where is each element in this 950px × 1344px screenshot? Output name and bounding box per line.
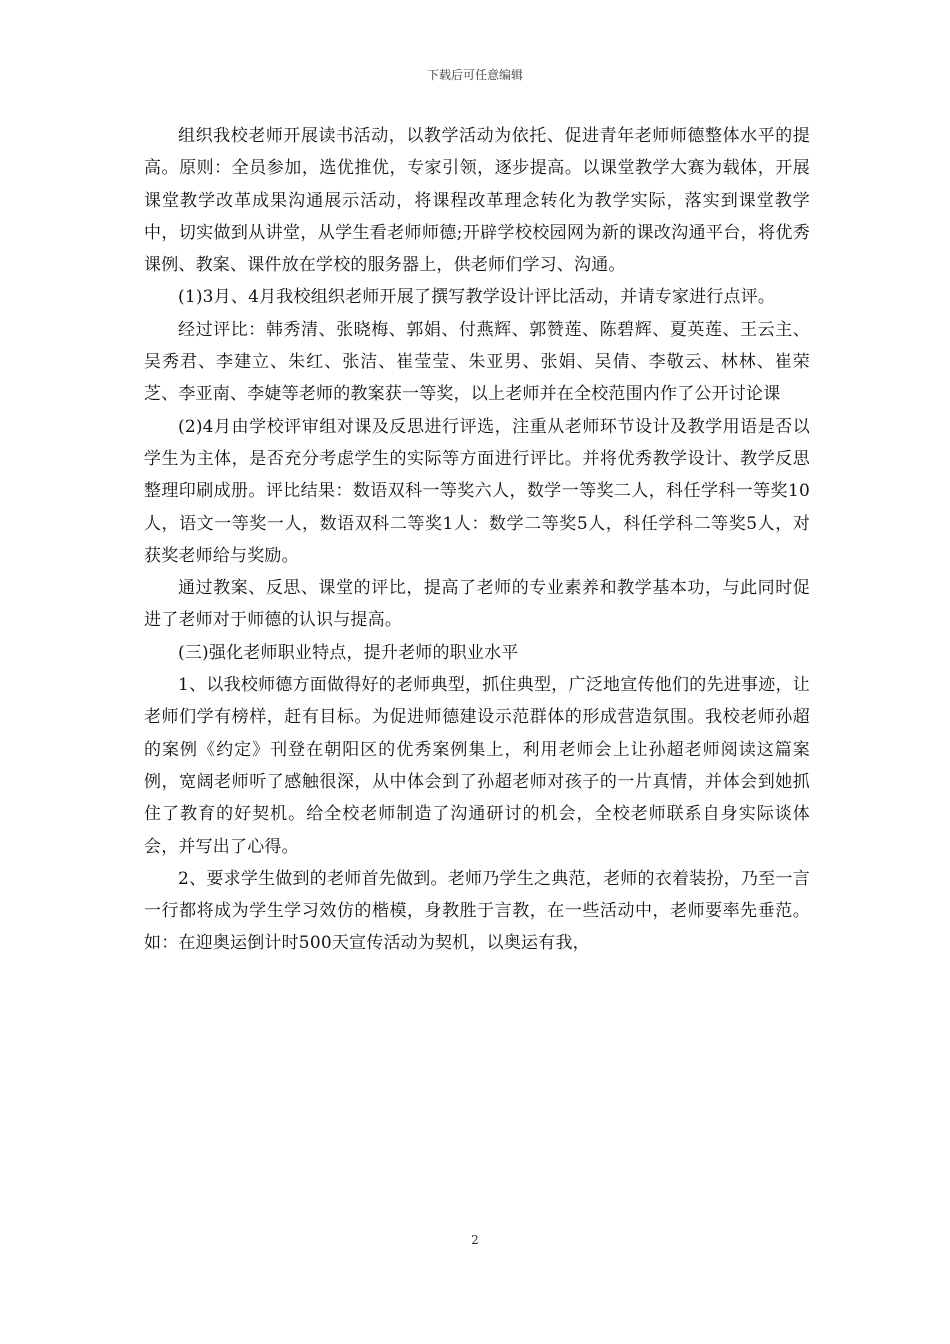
paragraph: 组织我校老师开展读书活动，以教学活动为依托、促进青年老师师德整体水平的提高。原则：全员参加，选优推优，专家引领，逐步提高。以课堂教学大赛为载体，开展课堂教学改革成果沟通展示活动，将课程改革理念转化为教学实际，落实到课堂教学中，切实做到从讲堂，从学生看老师师德;开辟学校校园网为新的课改沟通平台，将优秀课例、教案、课件放在学校的服务器上，供老师们学习、沟通。 [144, 126, 810, 276]
paragraph: 通过教案、反思、课堂的评比，提高了老师的专业素养和教学基本功，与此同时促进了老师对于师德的认识与提高。 [144, 578, 810, 631]
section-heading: (三)强化老师职业特点，提升老师的职业水平 [178, 642, 519, 663]
paragraph: 1、以我校师德方面做得好的老师典型，抓住典型，广泛地宣传他们的先进事迹，让老师们学有榜样，赶有目标。为促进师德建设示范群体的形成营造氛围。我校老师孙超的案例《约定》刊登在朝阳区的优秀案例集上，利用老师会上让孙超老师阅读这篇案例，宽阔老师听了感触很深，从中体会到了孙超老师对孩子的一片真情，并体会到她抓住了教育的好契机。给全校老师制造了沟通研讨的机会，全校老师联系自身实际谈体会，并写出了心得。 [144, 675, 810, 857]
document-body [144, 120, 810, 960]
paragraph: (1)3月、4月我校组织老师开展了撰写教学设计评比活动，并请专家进行点评。 [178, 287, 776, 308]
paragraph: 经过评比：韩秀清、张晓梅、郭娟、付燕辉、郭赞莲、陈碧辉、夏英莲、王云主、吴秀君、李建立、朱红、张洁、崔莹莹、朱亚男、张娟、吴倩、李敬云、林林、崔荣芝、李亚南、李婕等老师的教案获一等奖，以上老师并在全校范围内作了公开讨论课 [144, 319, 810, 405]
page-header: 下载后可任意编辑 [426, 68, 523, 82]
paragraph: (2)4月由学校评审组对课及反思进行评选，注重从老师环节设计及教学用语是否以学生为主体，是否充分考虑学生的实际等方面进行评比。并将优秀教学设计、教学反思整理印刷成册。评比结果：数语双科一等奖六人，数学一等奖二人，科任学科一等奖10人，语文一等奖一人，数语双科二等奖1人：数学二等奖5人，科任学科二等奖5人，对获奖老师给与奖励。 [144, 416, 810, 566]
page-number: 2 [471, 1233, 479, 1247]
paragraph: 2、要求学生做到的老师首先做到。老师乃学生之典范，老师的衣着装扮，乃至一言一行都将成为学生学习效仿的楷模，身教胜于言教，在一些活动中，老师要率先垂范。如：在迎奥运倒计时500天宣传活动为契机，以奥运有我， [144, 868, 810, 954]
